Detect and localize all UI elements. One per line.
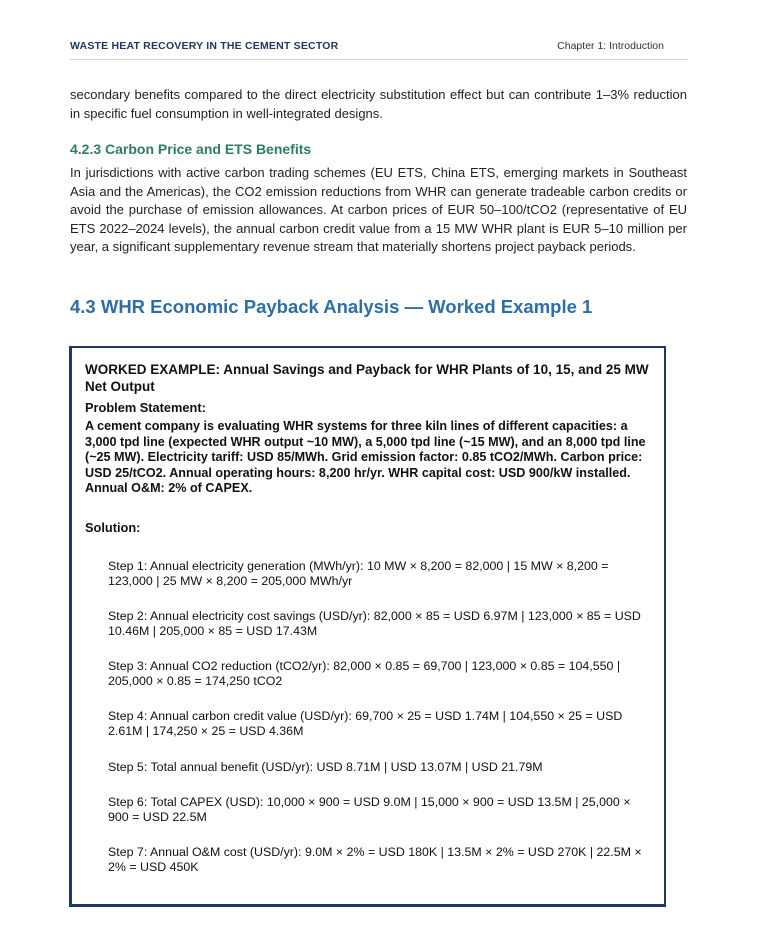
worked-example-box	[69, 346, 666, 907]
solution-step: Step 4: Annual carbon credit value (USD/yr): 69,700 × 25 = USD 1.74M | 104,550 × 25 = USD 2.61M | 174,250 × 25 = USD 4.36M	[108, 709, 623, 738]
solution-step: Step 1: Annual electricity generation (MWh/yr): 10 MW × 8,200 = 82,000 | 15 MW × 8,200 = 123,000 | 25 MW × 8,200 = 205,000 MWh/yr	[108, 559, 609, 588]
solution-step: Step 3: Annual CO2 reduction (tCO2/yr): 82,000 × 0.85 = 69,700 | 123,000 × 0.85 = 104,550 | 205,000 × 0.85 = 174,250 tCO2	[108, 659, 621, 688]
problem-statement-text: A cement company is evaluating WHR systems for three kiln lines of different capacities: a 3,000 tpd line (expected WHR output ~10 MW), a 5,000 tpd line (~15 MW), and an 8,000 tpd line (~25 MW). Electricity tariff: USD 85/MWh. Grid emission factor: 0.85 tCO2/MWh. Carbon price: USD 25/tCO2. Annual operating hours: 8,200 hr/yr. WHR capital cost: USD 900/kW installed. Annual O&M: 2% of CAPEX.	[85, 419, 646, 495]
chapter-label: Chapter 1: Introduction	[557, 40, 664, 52]
intro-paragraph: secondary benefits compared to the direct electricity substitution effect but can contribute 1–3% reduction in specific fuel consumption in well-integrated designs.	[70, 87, 687, 121]
section-heading-423: 4.2.3 Carbon Price and ETS Benefits	[70, 141, 312, 157]
worked-example-title: WORKED EXAMPLE: Annual Savings and Payback for WHR Plants of 10, 15, and 25 MW Net Output	[85, 362, 649, 394]
solution-step: Step 6: Total CAPEX (USD): 10,000 × 900 = USD 9.0M | 15,000 × 900 = USD 13.5M | 25,000 × 900 = USD 22.5M	[108, 795, 631, 824]
solution-label: Solution:	[85, 520, 141, 535]
running-title: WASTE HEAT RECOVERY IN THE CEMENT SECTOR	[70, 40, 339, 52]
section-body-423: In jurisdictions with active carbon trading schemes (EU ETS, China ETS, emerging markets in Southeast Asia and the Americas), the CO2 emission reductions from WHR can generate tradeable carbon credits or avoid the purchase of emission allowances. At carbon prices of EUR 50–100/tCO2 (representative of EU ETS 2022–2024 levels), the annual carbon credit value from a 15 MW WHR plant is EUR 5–10 million per year, a significant supplementary revenue stream that materially shortens project payback periods.	[70, 165, 687, 254]
section-heading-43: 4.3 WHR Economic Payback Analysis — Worked Example 1	[70, 296, 593, 317]
solution-step: Step 2: Annual electricity cost savings (USD/yr): 82,000 × 85 = USD 6.97M | 123,000 × 85 = USD 10.46M | 205,000 × 85 = USD 17.43M	[108, 609, 641, 638]
page-header	[70, 38, 688, 60]
solution-step: Step 7: Annual O&M cost (USD/yr): 9.0M × 2% = USD 180K | 13.5M × 2% = USD 270K | 22.5M × 2% = USD 450K	[108, 845, 642, 874]
solution-step: Step 5: Total annual benefit (USD/yr): USD 8.71M | USD 13.07M | USD 21.79M	[108, 760, 543, 774]
problem-statement-label: Problem Statement:	[85, 400, 206, 415]
